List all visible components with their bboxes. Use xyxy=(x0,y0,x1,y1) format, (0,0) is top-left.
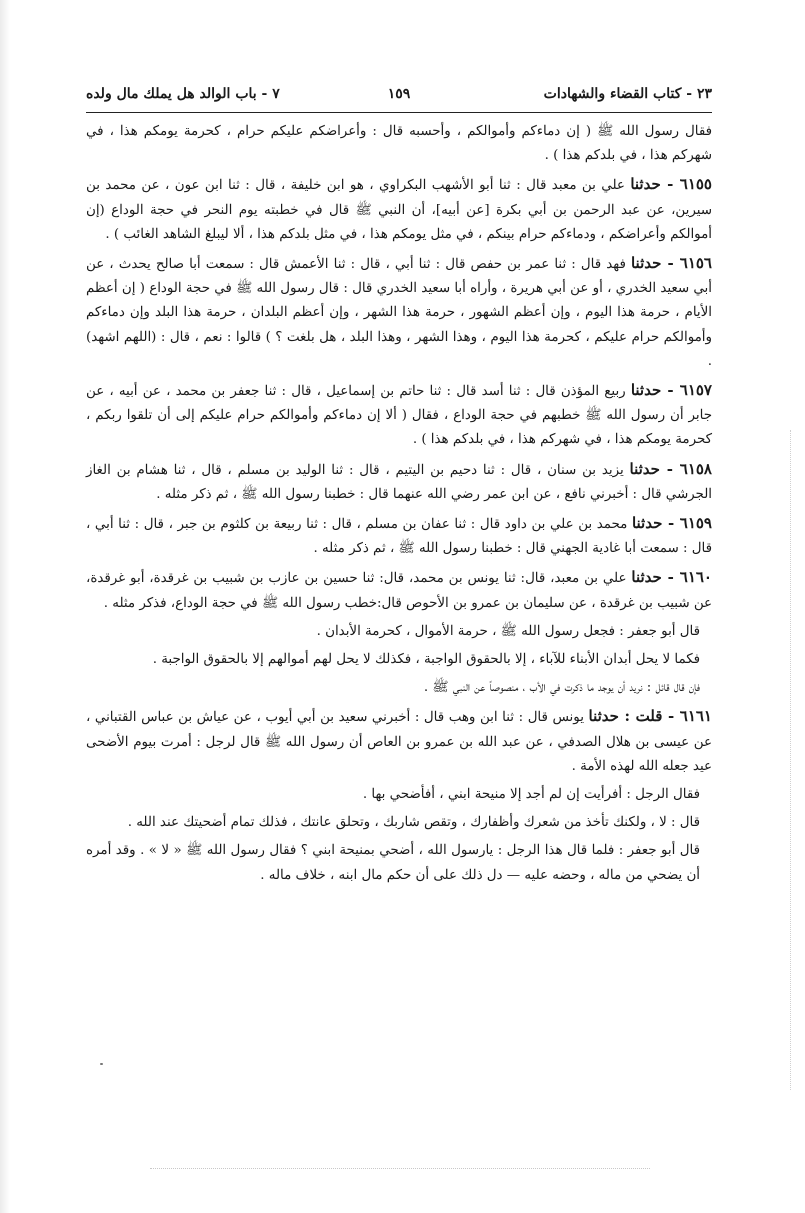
paragraph: فقال الرجل : أفرأيت إن لم أجد إلا منيحة ابني ، أفأضحي بها . xyxy=(362,787,700,803)
hadith-6159 xyxy=(86,511,712,561)
hadith-label: ٦١٥٥ - حدثنا xyxy=(630,175,712,194)
hadith-6161 xyxy=(86,704,712,779)
hadith-text: فهد قال : ثنا عمر بن حفص قال : ثنا أبي ، قال : ثنا الأعمش قال : سمعت أبا صالح يحدث ، عن أبي سعيد الخدري ، أو عن أبي هريرة ، وأراه أبا سعيد الخدري قال : قال رسول الله ﷺ في حجة الوداع ( إن أعظم الأيام ، حرمة هذا اليوم ، وإن أعظم الشهور ، حرمة هذا الشهر ، وإن أعظم البلدان ، حرمة هذا البلد وإن دماءكم وأموالكم حرام عليكم ، كحرمة هذا اليوم ، وهذا الشهر ، وهذا البلد ، هل بلغت ؟ ) قالوا : نعم ، قال : (اللهم اشهد) . xyxy=(86,257,712,369)
hadith-6156 xyxy=(86,251,712,374)
scan-speck xyxy=(100,1063,103,1065)
paragraph: فإن قال قائل : نريد أن يوجد ما ذكرت في الأب ، منصوصاً عن النبي ﷺ . xyxy=(423,680,700,696)
hadith-6158 xyxy=(86,457,712,507)
paragraph: فقال رسول الله ﷺ ( إن دماءكم وأموالكم ، وأحسبه قال : وأعراضكم عليكم حرام ، كحرمة يومكم هذا ، في شهركم هذا ، في بلدكم هذا ) . xyxy=(86,124,712,164)
page-edge-shadow xyxy=(0,0,10,1213)
page-number: ١٥٩ xyxy=(387,86,411,102)
hadith-6157 xyxy=(86,378,712,453)
chapter-title: ٢٣ - كتاب القضاء والشهادات xyxy=(543,86,712,102)
hadith-text: علي بن معبد قال : ثنا أبو الأشهب البكراوي ، هو ابن خليفة ، قال : ثنا ابن عون ، عن محمد بن سيرين، عن عبد الرحمن بن أبي بكرة [عن أبيه]، أن النبي ﷺ قال في خطبته يوم النحر في حجة الوداع (إن أموالكم وأعراضكم ، ودماءكم حرام بينكم ، في مثل يومكم هذا ، في مثل بلدكم هذا ، ألا ليبلغ الشاهد الغائب ) . xyxy=(86,178,712,242)
hadith-label: ٦١٥٧ - حدثنا xyxy=(630,381,712,400)
page-body xyxy=(86,120,712,892)
hadith-label: ٦١٥٩ - حدثنا xyxy=(631,514,712,533)
hadith-text: محمد بن علي بن داود قال : ثنا عفان بن مسلم ، قال : ثنا ربيعة بن كلثوم بن جبر ، قال : ثنا أبي ، قال : سمعت أبا غادية الجهني قال : خطبنا رسول الله ﷺ ، ثم ذكر مثله . xyxy=(86,517,712,557)
hadith-6160 xyxy=(86,565,712,615)
section-title: ٧ - باب الوالد هل يملك مال ولده xyxy=(86,86,280,102)
header-rule xyxy=(86,112,712,113)
hadith-text: علي بن معبد، قال: ثنا يونس بن محمد، قال: ثنا حسين بن عازب بن شبيب بن غرقدة، أبو غرقدة، عن شبيب بن غرقدة ، عن سليمان بن عمرو بن الأحوص قال:خطب رسول الله ﷺ في حجة الوداع، فذكر مثله . xyxy=(86,571,712,611)
hadith-text: يزيد بن سنان ، قال : ثنا دحيم بن اليتيم ، قال : ثنا الوليد بن مسلم ، قال ، ثنا هشام بن الغاز الجرشي قال : أخبرني نافع ، عن ابن عمر رضي الله عنهما قال : خطبنا رسول الله ﷺ ، ثم ذكر مثله . xyxy=(86,462,712,502)
scan-bottom-dots xyxy=(150,1168,650,1169)
paragraph: فكما لا يحل أبدان الأبناء للآباء ، إلا بالحقوق الواجبة ، فكذلك لا يحل لهم أموالهم إلا بالحقوق الواجبة . xyxy=(152,652,700,668)
hadith-6155 xyxy=(86,172,712,247)
scan-edge-dots xyxy=(790,430,791,1090)
hadith-text: يونس قال : ثنا ابن وهب قال : أخبرني سعيد بن أبي أيوب ، عن عياش بن عباس القتباني ، عن عيسى بن هلال الصدفي ، عن عبد الله بن عمرو بن العاص أن رسول الله ﷺ قال لرجل : أمرت بيوم الأضحى عيد جعله الله لهذه الأمة . xyxy=(86,710,712,774)
hadith-text: ربيع المؤذن قال : ثنا أسد قال : ثنا حاتم بن إسماعيل ، قال : ثنا جعفر بن محمد ، عن أبيه ، عن جابر أن رسول الله ﷺ خطبهم في حجة الوداع ، فقال ( ألا إن دماءكم وأموالكم حرام عليكم إلى أن تلقوا ربكم ، كحرمة يومكم هذا ، في شهركم هذا ، في بلدكم هذا ) . xyxy=(86,384,712,448)
hadith-label: ٦١٥٦ - حدثنا xyxy=(630,254,712,273)
hadith-label: ٦١٥٨ - حدثنا xyxy=(629,459,712,478)
hadith-label: ٦١٦١ - قلت : حدثنا xyxy=(588,707,712,726)
paragraph: قال أبو جعفر : فجعل رسول الله ﷺ ، حرمة الأموال ، كحرمة الأبدان . xyxy=(316,623,700,639)
paragraph: قال أبو جعفر : فلما قال هذا الرجل : يارسول الله ، أضحي بمنيحة ابني ؟ فقال رسول الله ﷺ « لا » . وقد أمره أن يضحي من ماله ، وحضه عليه — دل ذلك على أن حكم مال ابنه ، خلاف ماله . xyxy=(86,843,700,883)
paragraph: قال : لا ، ولكنك تأخذ من شعرك وأظفارك ، وتقص شاربك ، وتحلق عانتك ، فذلك تمام أضحيتك عند الله . xyxy=(127,815,700,831)
hadith-label: ٦١٦٠ - حدثنا xyxy=(631,568,712,587)
page-header xyxy=(86,84,712,110)
